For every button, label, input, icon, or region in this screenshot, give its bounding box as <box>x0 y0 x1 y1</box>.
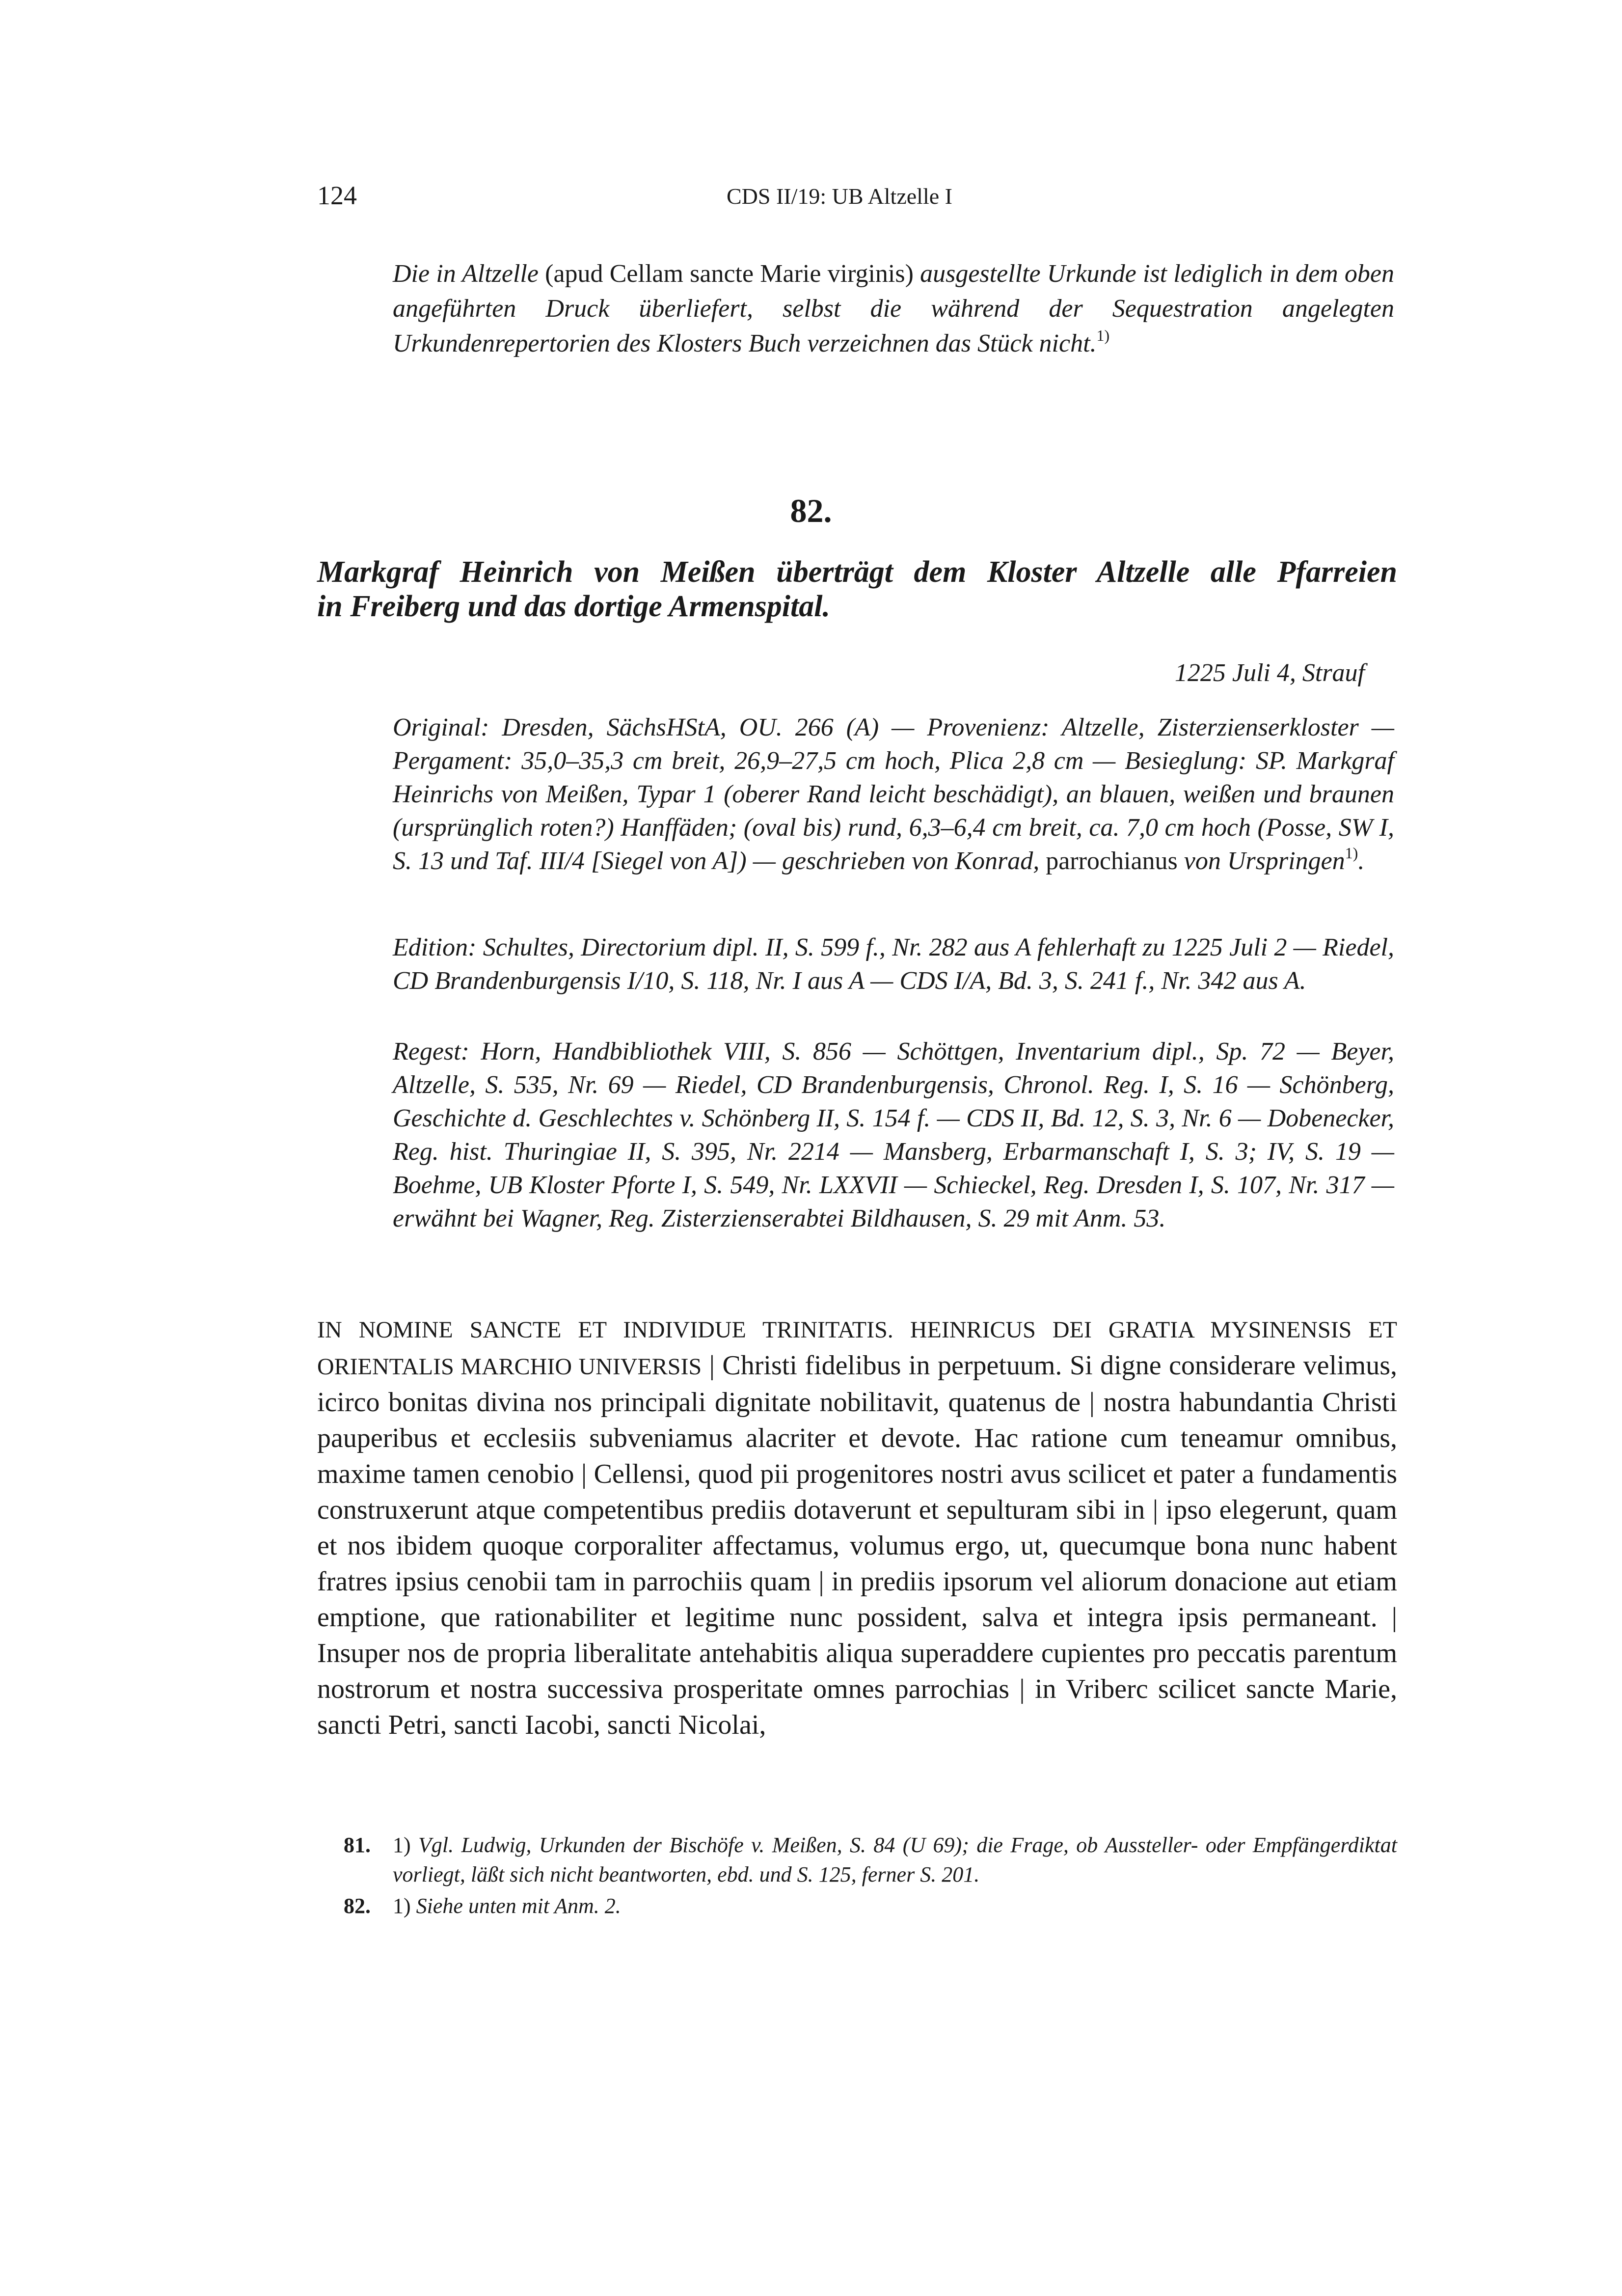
intro-text-1: Die in Altzelle <box>393 260 539 288</box>
intro-paragraph <box>393 256 1394 361</box>
footnote-text: Vgl. Ludwig, Urkunden der Bischöfe v. Meißen, S. 84 (U 69); die Frage, ob Aussteller- oder Empfängerdiktat vorliegt, läßt sich nicht beantworten, ebd. und S. 125, ferner S. 201. <box>393 1833 1398 1886</box>
running-title: CDS II/19: UB Altzelle I <box>727 184 952 209</box>
apparatus-edition: Edition: Schultes, Directorium dipl. II, S. 599 f., Nr. 282 aus A fehlerhaft zu 1225 Juli 2 — Riedel, CD Brandenburgensis I/10, S. 118, Nr. I aus A — CDS I/A, Bd. 3, S. 241 f., Nr. 342 aus A. <box>393 933 1394 995</box>
original-period: . <box>1358 847 1365 875</box>
footnote-text: Siehe unten mit Anm. 2. <box>416 1894 621 1918</box>
charter-invocation: IN NOMINE SANCTE ET INDIVIDUE TRINITATIS. HEINRICUS DEI GRATIA MYSINENSIS ET ORIENTALIS MARCHIO UNIVERSIS <box>317 1317 1397 1380</box>
charter-body: | Christi fidelibus in perpetuum. Si digne considerare velimus, icirco bonitas divina nos principali dignitate nobilitavit, quatenus de | nostra habundantia Christi pauperibus et ecclesiis subveniamus alacriter et devote. Hac ratione cum teneamur omnibus, maxime tamen cenobio | Cellensi, quod pii progenitores nostri avus scilicet et pater a fundamentis construxerunt atque competentibus prediis dotaverunt et sepulturam sibi in | ipso elegerunt, quam et nos ibidem quoque corporaliter affectamus, volumus ergo, ut, quecumque bona nunc habent fratres ipsius cenobii tam in parrochiis quam | in prediis ipsorum vel aliorum donacione aut etiam emptione, que rationabiliter et legitime nunc possident, salva et integra ipsis permaneant. | Insuper nos de propria liberalitate antehabitis aliqua superaddere cupientes pro peccatis parentum nostrorum et nostra successiva prosperitate omnes parrochias | in Vriberc scilicet sancte Marie, sancti Petri, sancti Iacobi, sancti Nicolai, <box>317 1350 1397 1740</box>
footnote-mark: 1) <box>393 1894 411 1918</box>
document-date-place: 1225 Juli 4, Strauf <box>1174 659 1365 687</box>
intro-latin: (apud Cellam sancte Marie virginis) <box>545 260 914 288</box>
document-number: 82. <box>790 492 832 529</box>
original-text: Original: Dresden, SächsHStA, OU. 266 (A) — Provenienz: Altzelle, Zisterzienserkloster — Pergament: 35,0–35,3 cm breit, 26,9–27,5 cm hoch, Plica 2,8 cm — Besieglung: SP. Markgraf Heinrichs von Meißen, Typar 1 (oberer Rand leicht beschädigt), an blauen, weißen und braunen (ursprünglich roten?) Hanffäden; (oval bis) rund, 6,3–6,4 cm breit, ca. 7,0 cm hoch (Posse, SW I, S. 13 und Taf. III/4 [Siegel von A]) — geschrieben von Konrad, <box>393 713 1394 875</box>
document-title-line-1: Markgraf Heinrich von Meißen überträgt dem Kloster Altzelle alle Pfarreien <box>317 555 1397 589</box>
original-latin-term: parrochianus <box>1046 847 1178 875</box>
apparatus-regest: Regest: Horn, Handbibliothek VIII, S. 856 — Schöttgen, Inventarium dipl., Sp. 72 — Beyer, Altzelle, S. 535, Nr. 69 — Riedel, CD Brandenburgensis, Chronol. Reg. I, S. 16 — Schönberg, Geschichte d. Geschlechtes v. Schönberg II, S. 154 f. — CDS II, Bd. 12, S. 3, Nr. 6 — Dobenecker, Reg. hist. Thuringiae II, S. 395, Nr. 2214 — Mansberg, Erbarmanschaft I, S. 3; IV, S. 19 — Boehme, UB Kloster Pforte I, S. 549, Nr. LXXVII — Schieckel, Reg. Dresden I, S. 107, Nr. 317 — erwähnt bei Wagner, Reg. Zisterzienserabtei Bildhausen, S. 29 mit Anm. 53. <box>393 1038 1394 1232</box>
footnotes <box>344 1831 1397 1921</box>
charter-text <box>317 1311 1397 1743</box>
page-number: 124 <box>317 181 357 210</box>
intro-note-mark: 1) <box>1096 327 1110 344</box>
original-note-mark: 1) <box>1345 844 1358 862</box>
original-text-end: von Urspringen <box>1184 847 1345 875</box>
intro-text-2: ausgestellte Urkunde ist lediglich in dem oben angeführten Druck überliefert, selbst die während der Sequestration angelegten Urkundenrepertorien des Klosters Buch verzeichnen das Stück nicht. <box>393 260 1395 357</box>
apparatus-original <box>393 711 1394 878</box>
document-title-line-2: in Freiberg und das dortige Armenspital. <box>317 590 830 623</box>
footnote-ref: 82. <box>344 1894 371 1918</box>
footnote <box>344 1831 1397 1889</box>
footnote-mark: 1) <box>393 1833 411 1857</box>
document-title <box>317 555 1397 624</box>
footnote-ref: 81. <box>344 1833 371 1857</box>
footnote <box>344 1891 1397 1921</box>
